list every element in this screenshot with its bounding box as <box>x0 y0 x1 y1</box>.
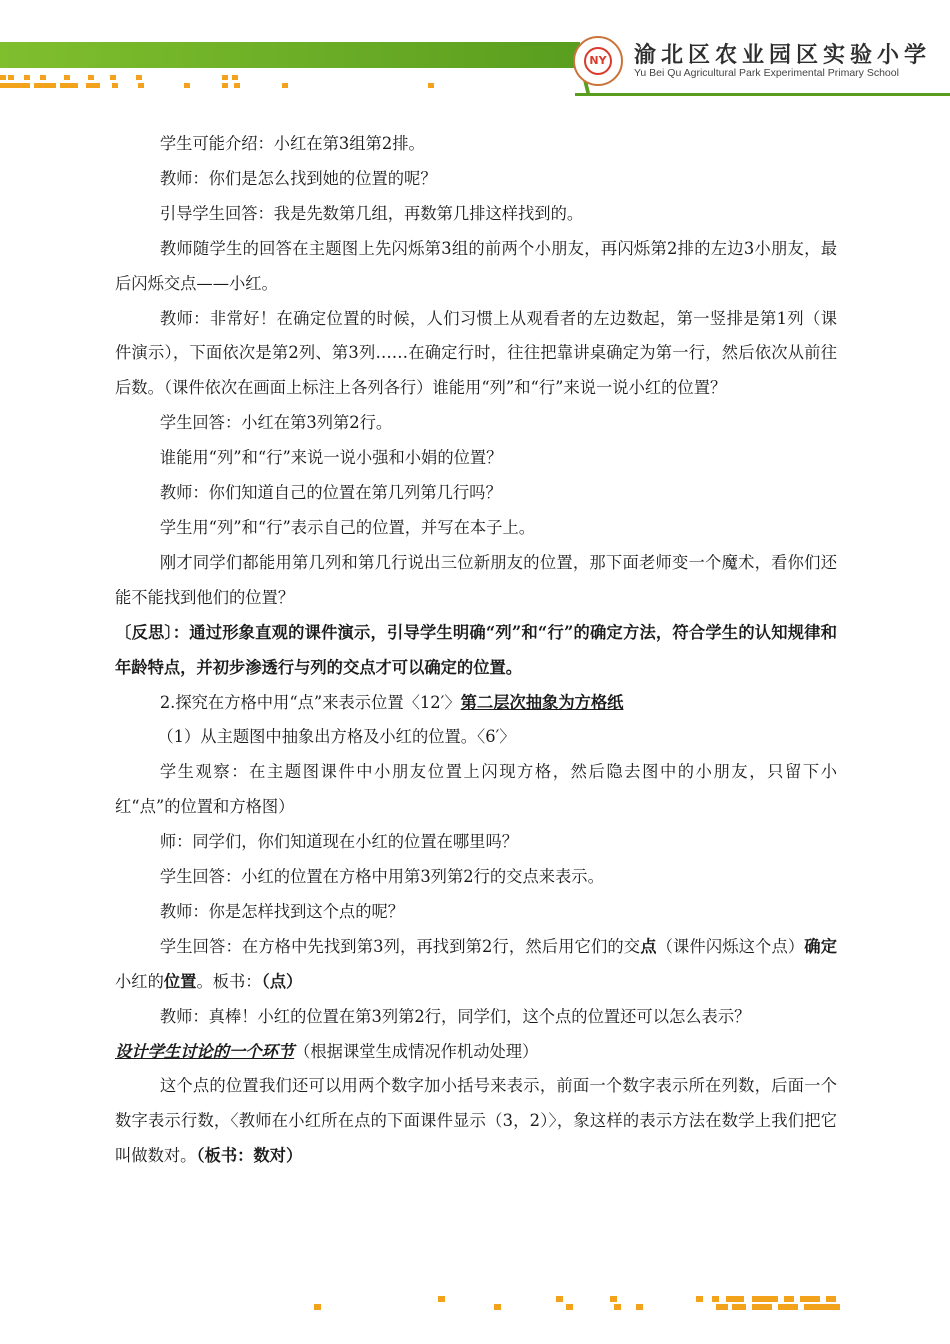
paragraph: 学生用“列”和“行”表示自己的位置，并写在本子上。 <box>159 517 536 537</box>
paragraph: 谁能用“列”和“行”来说一说小强和小娟的位置？ <box>159 448 503 468</box>
paragraph: 刚才同学们都能用第几列和第几行说出三位新朋友的位置，那下面老师变一个魔术，看你们还能不能找到他们的位置？ <box>115 552 837 607</box>
text-run: 这个点的位置我们还可以用两个数字加小括号来表示，前面一个数字表示所在列数，后面一个数字表示行数，〈教师在小红所在点的下面课件显示（3，2）〉，象这样的表示方法在数学上我们把它叫做数对。 <box>115 1076 837 1166</box>
page-header <box>0 0 950 100</box>
text-run-bold: 位置 <box>163 971 197 991</box>
paragraph: 学生回答：小红在第3列第2行。 <box>159 413 393 433</box>
document-body <box>115 127 837 1174</box>
text-run-bold: （板书：数对） <box>196 1146 303 1166</box>
subsection-heading: （1）从主题图中抽象出方格及小红的位置。〈6′〉 <box>157 727 516 747</box>
school-name-en: Yu Bei Qu Agricultural Park Experimental Primary School <box>634 67 899 79</box>
discussion-note <box>115 1035 837 1070</box>
paragraph: 学生可能介绍：小红在第3组第2排。 <box>159 134 425 153</box>
section-heading-text: 2.探究在方格中用“点”来表示位置〈12′〉 <box>159 692 461 712</box>
text-run-bold: 点 <box>640 936 657 956</box>
paragraph: 教师：真棒！小红的位置在第3列第2行，同学们，这个点的位置还可以怎么表示？ <box>159 1006 751 1026</box>
paragraph: 教师：你们知道自己的位置在第几列第几行吗？ <box>159 483 502 503</box>
paragraph: 引导学生回答：我是先数第几组，再数第几排这样找到的。 <box>159 203 584 223</box>
discussion-note-title: 设计学生讨论的一个环节 <box>115 1041 295 1061</box>
text-run: 小红的 <box>115 971 164 991</box>
text-run-bold: 确定 <box>804 936 837 956</box>
school-logo-emblem: NY <box>584 47 612 75</box>
paragraph: 教师：你是怎样找到这个点的呢？ <box>159 901 405 921</box>
header-dot-pattern <box>0 75 440 95</box>
paragraph: 教师随学生的回答在主题图上先闪烁第3组的前两个小朋友，再闪烁第2排的左边3小朋友，最后闪烁交点——小红。 <box>115 238 837 293</box>
text-run: （课件闪烁这个点） <box>656 936 805 956</box>
paragraph <box>115 1069 837 1174</box>
school-name-cn: 渝北区农业园区实验小学 <box>634 43 932 68</box>
paragraph: 师：同学们，你们知道现在小红的位置在哪里吗？ <box>159 832 519 852</box>
section-heading <box>115 686 837 721</box>
paragraph: 教师：你们是怎么找到她的位置的呢？ <box>159 168 437 188</box>
paragraph: 学生回答：小红的位置在方格中用第3列第2行的交点来表示。 <box>159 867 604 887</box>
paragraph: 教师：非常好！在确定位置的时候，人们习惯上从观看者的左边数起，第一竖排是第1列（课件演示），下面依次是第2列、第3列……在确定行时，往往把靠讲桌确定为第一行，然后依次从前往后数。（课件依次在画面上标注上各列各行）谁能用“列”和“行”来说一说小红的位置？ <box>115 308 837 398</box>
text-run: 。板书： <box>196 971 262 991</box>
text-run-bold: （点） <box>261 971 303 991</box>
school-logo <box>573 36 623 86</box>
section-heading-note: 第二层次抽象为方格纸 <box>460 692 624 712</box>
text-run: 学生回答：在方格中先找到第3列，再找到第2行，然后用它们的交 <box>159 936 641 956</box>
reflection-paragraph: 〔反思〕：通过形象直观的课件演示，引导学生明确“列”和“行”的确定方法，符合学生的认知规律和年龄特点，并初步渗透行与列的交点才可以确定的位置。 <box>115 622 837 677</box>
footer-dot-pattern <box>300 1296 845 1316</box>
paragraph: 学生观察：在主题图课件中小朋友位置上闪现方格，然后隐去图中的小朋友，只留下小红“点”的位置和方格图） <box>115 762 837 817</box>
discussion-note-text: （根据课堂生成情况作机动处理） <box>294 1041 539 1061</box>
paragraph <box>115 930 837 1000</box>
header-green-bar <box>0 42 580 68</box>
header-green-line <box>575 93 950 96</box>
